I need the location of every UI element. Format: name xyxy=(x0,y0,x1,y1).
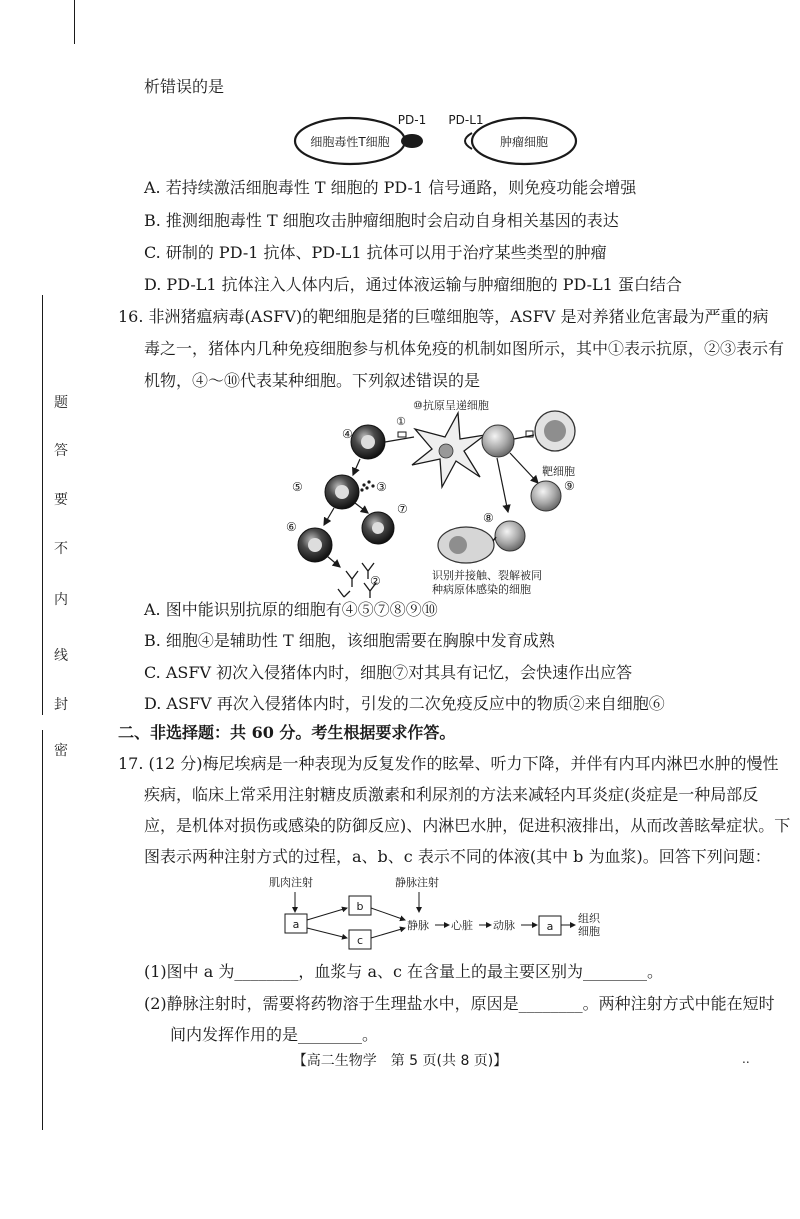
margin-char: 不 xyxy=(54,541,68,557)
link-4-apc xyxy=(385,437,414,442)
tumor-cell-label: 肿瘤细胞 xyxy=(499,135,549,149)
substance-3 xyxy=(360,480,374,491)
arrow-5-6 xyxy=(324,508,334,525)
q17-sub2-line2: 间内发挥作用的是________。 xyxy=(170,1025,379,1044)
margin-char: 密 xyxy=(54,743,68,759)
corner-mark: .. xyxy=(742,1052,750,1066)
heart-label: 心脏 xyxy=(451,919,473,932)
tissue-label-2: 细胞 xyxy=(578,925,600,938)
q17-stem-line: 图表示两种注射方式的过程，a、b、c 表示不同的体液(其中 b 为血浆)。回答下列问题： xyxy=(144,847,771,866)
apc-nucleus xyxy=(439,444,453,458)
label-2: ② xyxy=(370,574,381,588)
vein-label: 静脉 xyxy=(407,919,429,932)
q17-stem-line: 疾病，临床上常采用注射糖皮质激素和利尿剂的方法来减轻内耳炎症(炎症是一种局部反 xyxy=(144,785,759,804)
label-8: ⑧ xyxy=(483,511,494,525)
cell-right-top xyxy=(482,425,514,457)
arrow-6-antibody xyxy=(327,556,340,567)
q17-stem-line: 17. (12 分)梅尼埃病是一种表现为反复发作的眩晕、听力下降，并伴有内耳内淋巴水肿的慢性 xyxy=(118,754,779,773)
caption-line-1: 识别并接触、裂解被同 xyxy=(432,569,542,582)
margin-char: 内 xyxy=(54,592,68,608)
label-9: ⑨ xyxy=(564,479,575,493)
q15-option-d: D. PD-L1 抗体注入人体内后，通过体液运输与肿瘤细胞的 PD-L1 蛋白结合 xyxy=(144,275,682,294)
label-7: ⑦ xyxy=(397,502,408,516)
box-b-label: b xyxy=(356,900,364,913)
pd1-receptor xyxy=(401,134,423,148)
q15-option-b: B. 推测细胞毒性 T 细胞攻击肿瘤细胞时会启动自身相关基因的表达 xyxy=(144,211,619,230)
label-6: ⑥ xyxy=(286,520,297,534)
arrow-right-8 xyxy=(497,458,508,512)
box-a2-label: a xyxy=(546,920,554,933)
tissue-label-1: 组织 xyxy=(578,912,600,925)
cell-7-core xyxy=(372,522,384,534)
q16-immune-figure xyxy=(280,395,610,600)
page-footer: 【高二生物学 第 5 页(共 8 页)】 xyxy=(292,1053,508,1069)
cell-4-core xyxy=(361,435,375,449)
box-c-label: c xyxy=(356,934,364,947)
page-edge-top xyxy=(74,0,75,44)
arrow-5-7 xyxy=(355,503,368,513)
q16-option-a: A. 图中能识别抗原的细胞有④⑤⑦⑧⑨⑩ xyxy=(144,600,438,619)
arrow-a-b xyxy=(307,908,347,920)
infected-cell-core xyxy=(449,536,467,554)
label-5: ⑤ xyxy=(292,480,303,494)
q17-sub1: (1)图中 a 为________，血浆与 a、c 在含量上的最主要区别为________。 xyxy=(144,962,664,981)
margin-char: 封 xyxy=(54,697,68,713)
margin-char: 要 xyxy=(54,492,68,508)
cell-8 xyxy=(495,521,525,551)
target-cell-core xyxy=(544,420,566,442)
margin-rule-upper xyxy=(42,295,43,715)
margin-rule-lower xyxy=(42,730,43,1130)
cell-6-core xyxy=(308,538,322,552)
q15-option-c: C. 研制的 PD-1 抗体、PD-L1 抗体可以用于治疗某些类型的肿瘤 xyxy=(144,243,607,262)
q15-stem-tail: 析错误的是 xyxy=(144,77,225,96)
t-cell-label: 细胞毒性T细胞 xyxy=(310,135,390,149)
label-1: ① xyxy=(396,415,406,428)
q17-sub2-line1: (2)静脉注射时，需要将药物溶于生理盐水中，原因是________。两种注射方式中能在短时 xyxy=(144,994,775,1013)
iv-injection-label: 静脉注射 xyxy=(395,876,439,889)
margin-char: 题 xyxy=(54,395,68,411)
q15-pd1-figure xyxy=(290,108,600,170)
artery-label: 动脉 xyxy=(493,919,515,932)
label-4: ④ xyxy=(342,427,353,441)
margin-char: 线 xyxy=(54,648,68,664)
apc-label: ⑩抗原呈递细胞 xyxy=(413,399,489,412)
section-2-heading: 二、非选择题：共 60 分。考生根据要求作答。 xyxy=(118,723,456,742)
q16-stem-line: 毒之一，猪体内几种免疫细胞参与机体免疫的机制如图所示，其中①表示抗原，②③表示有 xyxy=(144,339,785,358)
q16-option-b: B. 细胞④是辅助性 T 细胞，该细胞需要在胸腺中发育成熟 xyxy=(144,631,555,650)
label-3: ③ xyxy=(376,480,387,494)
antigen-1 xyxy=(398,432,406,437)
q16-option-d: D. ASFV 再次入侵猪体内时，引发的二次免疫反应中的物质②来自细胞⑥ xyxy=(144,694,665,713)
pdl1-label: PD-L1 xyxy=(448,113,484,127)
target-label: 靶细胞 xyxy=(542,465,575,478)
margin-char: 答 xyxy=(54,443,68,459)
im-injection-label: 肌肉注射 xyxy=(269,876,313,889)
arrow-4-5 xyxy=(353,459,360,475)
q15-option-a: A. 若持续激活细胞毒性 T 细胞的 PD-1 信号通路，则免疫功能会增强 xyxy=(144,178,637,197)
cell-5-core xyxy=(335,485,349,499)
q17-injection-diagram xyxy=(255,872,615,960)
pd1-label: PD-1 xyxy=(397,113,427,127)
arrow-c-vein xyxy=(371,928,405,938)
arrow-b-vein xyxy=(371,908,405,920)
cell-9 xyxy=(531,481,561,511)
q16-stem-line: 机物，④～⑩代表某种细胞。下列叙述错误的是 xyxy=(144,371,481,390)
q17-stem-line: 应，是机体对损伤或感染的防御反应)、内淋巴水肿，促进积液排出，从而改善眩晕症状。下 xyxy=(144,816,791,835)
q16-option-c: C. ASFV 初次入侵猪体内时，细胞⑦对其具有记忆，会快速作出应答 xyxy=(144,663,633,682)
box-a-label: a xyxy=(292,918,300,931)
caption-line-2: 种病原体感染的细胞 xyxy=(432,583,531,596)
arrow-right-9 xyxy=(510,453,538,483)
arrow-a-c xyxy=(307,928,347,938)
q16-stem-line: 16. 非洲猪瘟病毒(ASFV)的靶细胞是猪的巨噬细胞等，ASFV 是对养猪业危害最为严重的病 xyxy=(118,307,769,326)
